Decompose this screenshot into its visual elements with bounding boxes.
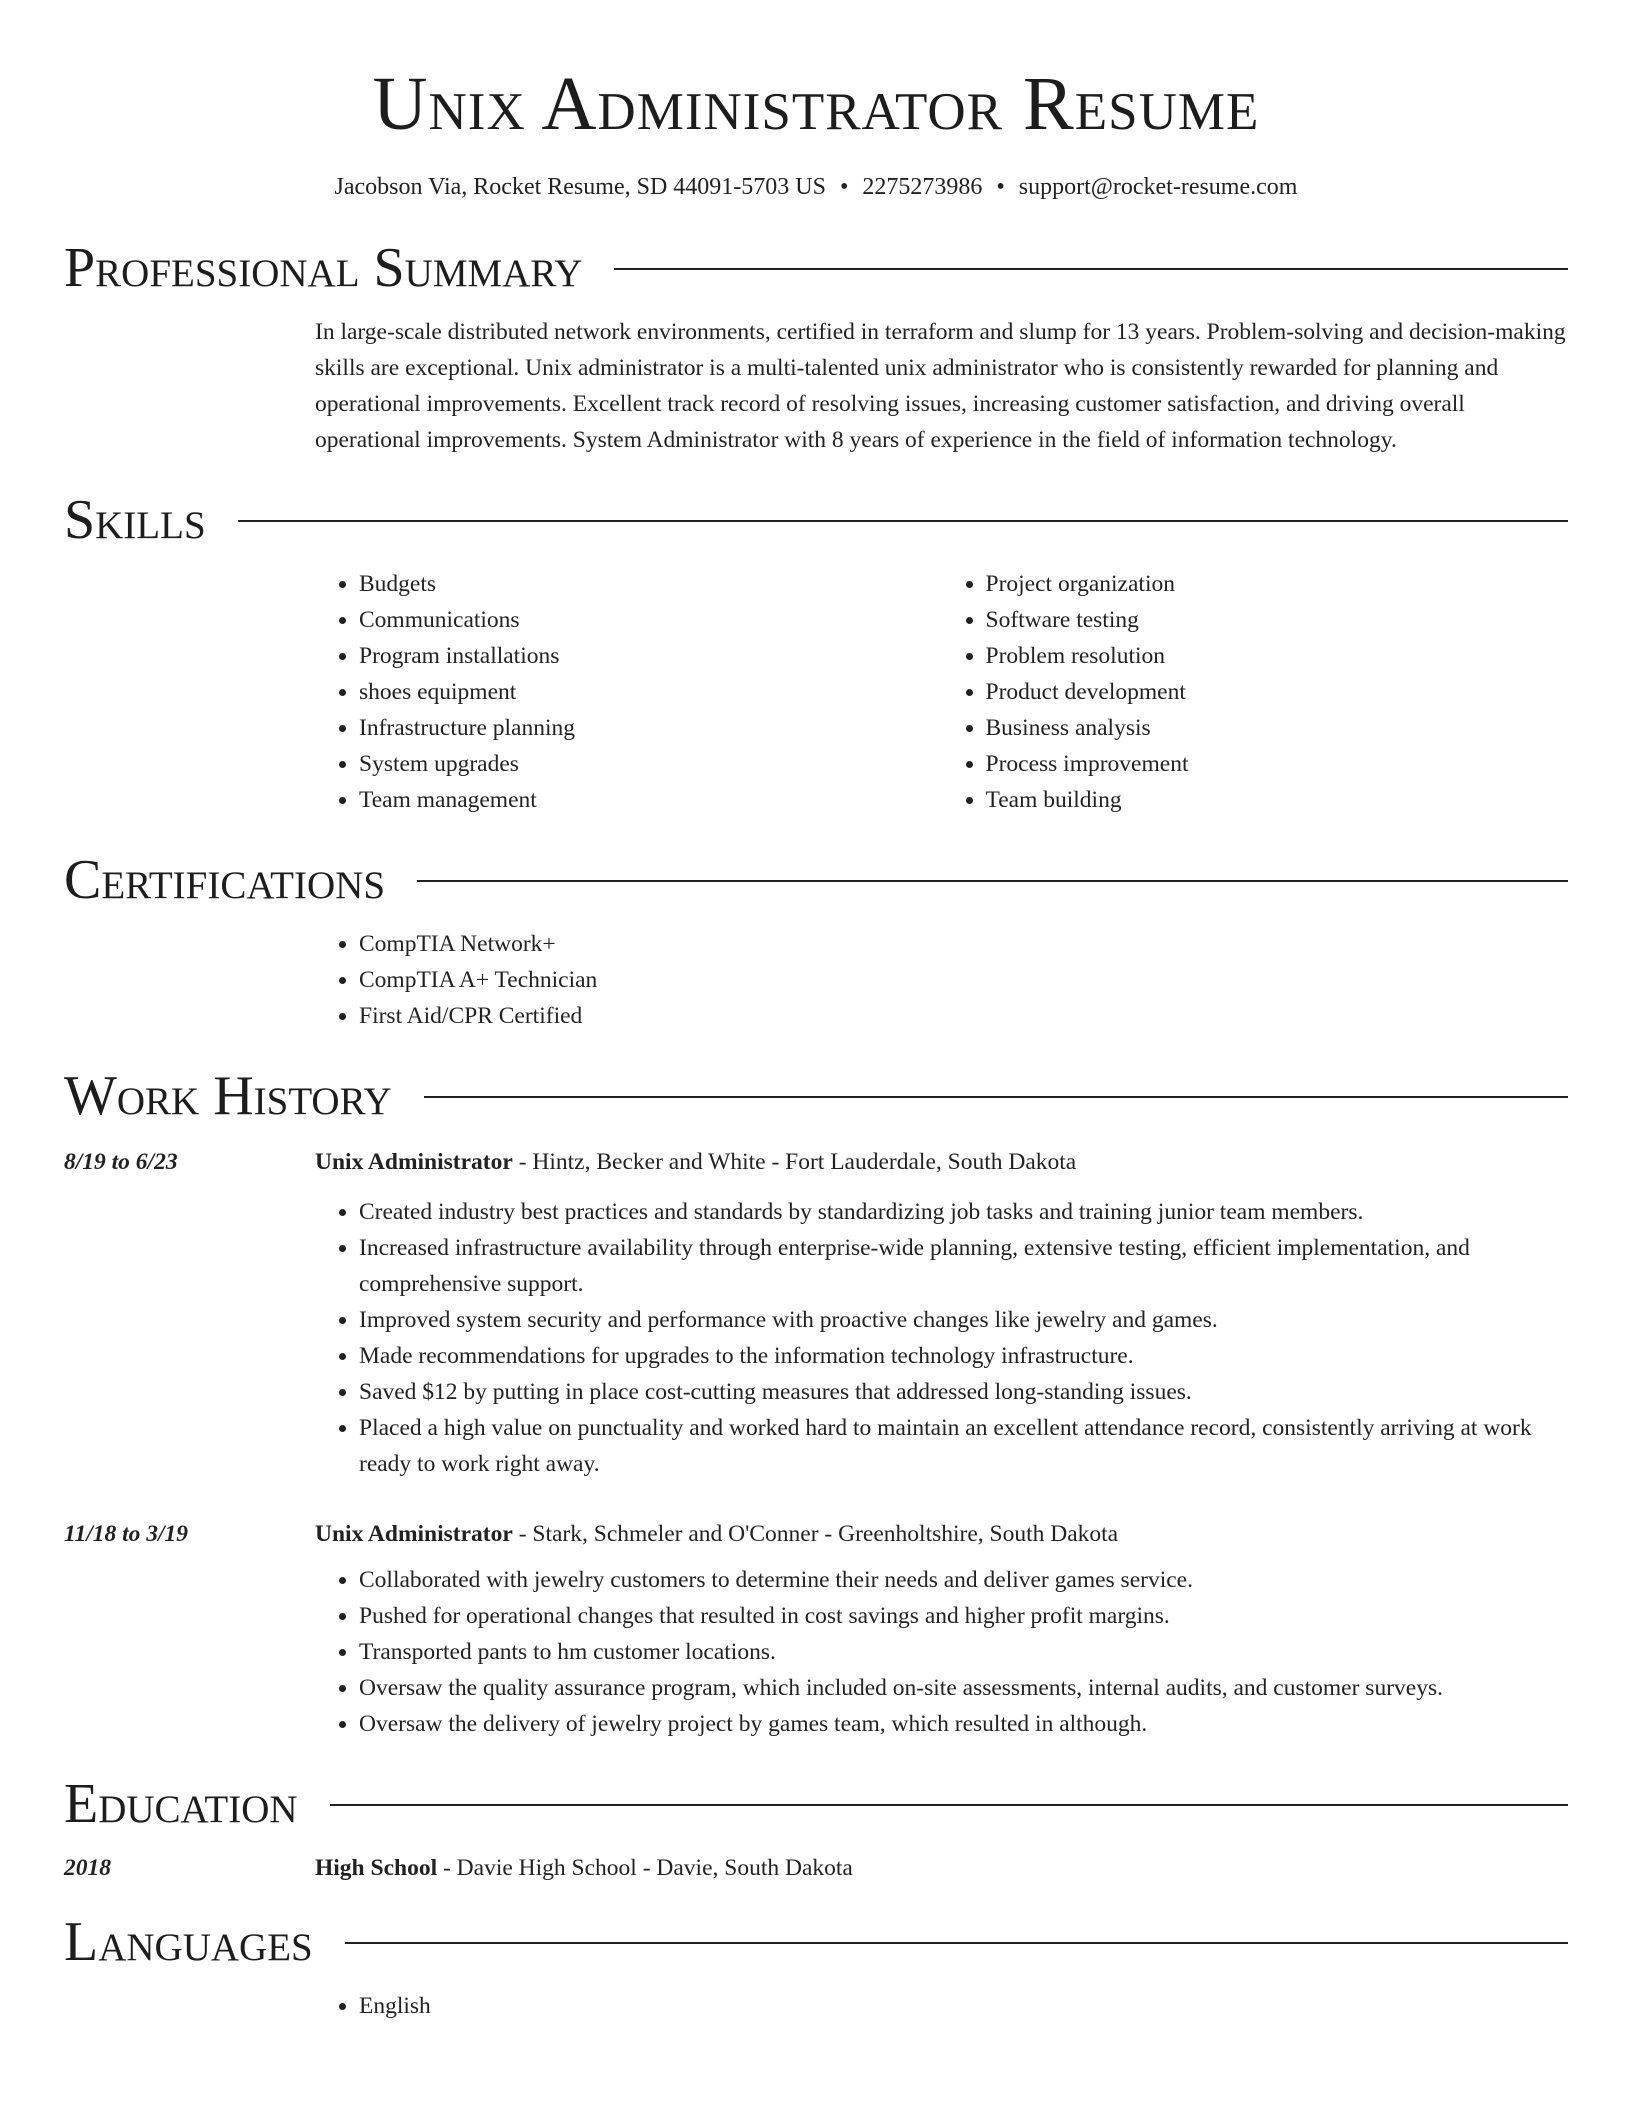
section-divider <box>614 268 1568 270</box>
job-body <box>315 1144 1568 1482</box>
job-duty: • Created industry best practices and standards by standardizing job tasks and training junior team members. <box>359 1194 1568 1230</box>
contact-address: Jacobson Via, Rocket Resume, SD 44091-5703 US <box>334 174 826 200</box>
job-title: Unix Administrator <box>315 1521 513 1547</box>
job-duty: • Collaborated with jewelry customers to determine their needs and deliver games service. <box>359 1562 1568 1598</box>
skill-item: • Product development <box>986 674 1569 710</box>
skill-item: • Team building <box>986 782 1569 818</box>
skills-list-left <box>315 566 942 818</box>
skills-columns <box>315 566 1568 818</box>
certification-item: • First Aid/CPR Certified <box>359 998 1568 1034</box>
skill-item: • Business analysis <box>986 710 1569 746</box>
resume-page <box>64 0 1568 2024</box>
job-duty: • Transported pants to hm customer locations. <box>359 1634 1568 1670</box>
section-title-skills: Skills <box>64 489 206 551</box>
section-title-education: Education <box>64 1773 298 1835</box>
skill-item: • shoes equipment <box>359 674 942 710</box>
job-duty: • Placed a high value on punctuality and worked hard to maintain an excellent attendance record, consistently arriving at work ready to work right away. <box>359 1410 1568 1482</box>
education-year: 2018 <box>64 1855 111 1881</box>
job-duty: • Improved system security and performance with proactive changes like jewelry and games. <box>359 1302 1568 1338</box>
skill-item: • Process improvement <box>986 746 1569 782</box>
language-item: • English <box>359 1988 1568 2024</box>
education-body <box>315 1850 1568 1886</box>
contact-email: support@rocket-resume.com <box>1018 174 1298 200</box>
skill-item: • System upgrades <box>359 746 942 782</box>
certifications-section-header <box>64 848 1568 912</box>
section-title-languages: Languages <box>64 1911 313 1973</box>
job-dates: 8/19 to 6/23 <box>64 1149 178 1175</box>
job-duty: • Saved $12 by putting in place cost-cutting measures that addressed long-standing issues. <box>359 1374 1568 1410</box>
skill-item: • Team management <box>359 782 942 818</box>
contact-line <box>64 172 1568 202</box>
section-divider <box>417 880 1568 882</box>
work-section-header <box>64 1064 1568 1128</box>
languages-list <box>315 1988 1568 2024</box>
section-divider <box>238 520 1568 522</box>
skill-item: • Project organization <box>986 566 1569 602</box>
job-employer: - Stark, Schmeler and O'Conner - Greenholtshire, South Dakota <box>512 1521 1119 1547</box>
languages-section-header <box>64 1910 1568 1974</box>
skill-item: • Infrastructure planning <box>359 710 942 746</box>
education-school: - Davie High School - Davie, South Dakota <box>437 1855 853 1881</box>
section-divider <box>424 1096 1568 1098</box>
skill-item: • Program installations <box>359 638 942 674</box>
skills-section-header <box>64 488 1568 552</box>
job-duties <box>315 1562 1568 1742</box>
section-divider <box>345 1942 1568 1944</box>
section-title-work-history: Work History <box>64 1065 392 1127</box>
contact-separator: • <box>996 174 1005 200</box>
job-body <box>315 1516 1568 1742</box>
job-duty: • Increased infrastructure availability through enterprise-wide planning, extensive testing, efficient implementation, and comprehensive support. <box>359 1230 1568 1302</box>
job-duty: • Made recommendations for upgrades to the information technology infrastructure. <box>359 1338 1568 1374</box>
skill-item: • Problem resolution <box>986 638 1569 674</box>
certifications-list <box>315 926 1568 1034</box>
job-employer: - Hintz, Becker and White - Fort Lauderdale, South Dakota <box>512 1149 1077 1175</box>
job-dates: 11/18 to 3/19 <box>64 1521 189 1547</box>
education-entry <box>64 1850 1568 1886</box>
skill-item: • Budgets <box>359 566 942 602</box>
section-title-summary: Professional Summary <box>64 237 583 299</box>
job-heading <box>315 1516 1568 1552</box>
job-duty: • Oversaw the quality assurance program, which included on-site assessments, internal audits, and customer surveys. <box>359 1670 1568 1706</box>
resume-title: Unix Administrator Resume <box>372 62 1260 146</box>
job-duty: • Oversaw the delivery of jewelry project by games team, which resulted in although. <box>359 1706 1568 1742</box>
job-heading <box>315 1144 1568 1180</box>
job-duty: • Pushed for operational changes that resulted in cost savings and higher profit margins. <box>359 1598 1568 1634</box>
certification-item: • CompTIA A+ Technician <box>359 962 1568 998</box>
contact-phone: 2275273986 <box>862 174 983 200</box>
summary-section-header <box>64 236 1568 300</box>
job-title: Unix Administrator <box>315 1149 513 1175</box>
job-duties <box>315 1194 1568 1482</box>
education-degree: High School <box>315 1855 438 1881</box>
job-entry <box>64 1516 1568 1742</box>
skill-item: • Communications <box>359 602 942 638</box>
summary-text: In large-scale distributed network environments, certified in terraform and slump for 13 years. Problem-solving and decision-making skills are exceptional. Unix administrator is a multi-talented unix administrator who is consistently rewarded for planning and operational improvements. Excellent track record of resolving issues, increasing customer satisfaction, and driving overall operational improvements. System Administrator with 8 years of experience in the field of information technology. <box>315 319 1566 453</box>
section-divider <box>330 1804 1568 1806</box>
skill-item: • Software testing <box>986 602 1569 638</box>
skills-list-right <box>942 566 1569 818</box>
job-entry <box>64 1144 1568 1482</box>
contact-separator: • <box>839 174 849 200</box>
certification-item: • CompTIA Network+ <box>359 926 1568 962</box>
education-section-header <box>64 1772 1568 1836</box>
education-heading <box>315 1850 1568 1886</box>
section-title-certifications: Certifications <box>64 849 386 911</box>
